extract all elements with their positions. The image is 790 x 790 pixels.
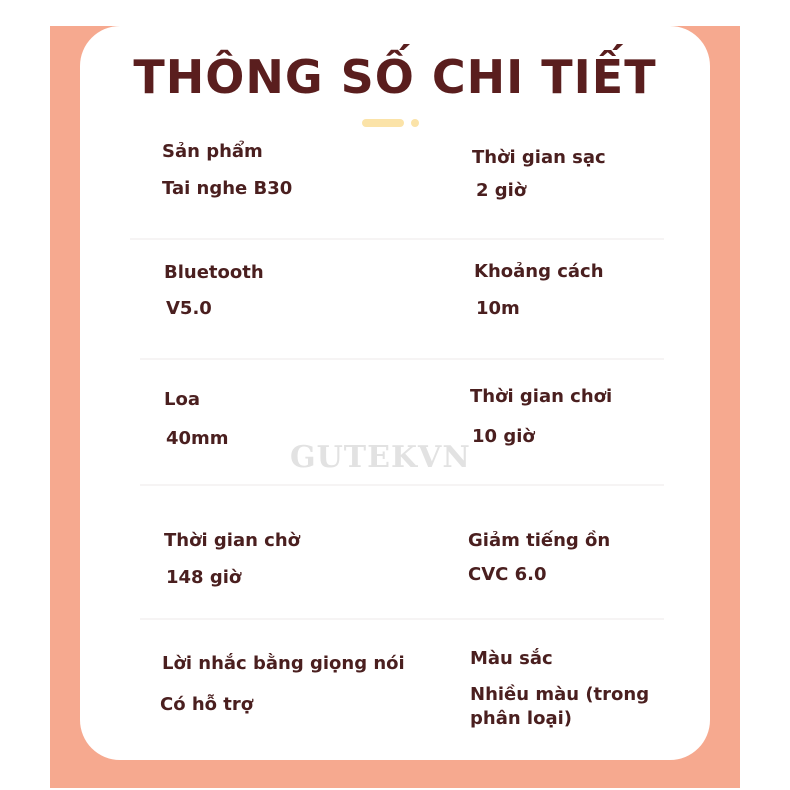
spec-value-color: Nhiều màu (trong phân loại) (470, 684, 650, 729)
spec-label-charge-time: Thời gian sạc (472, 147, 606, 168)
spec-label-color: Màu sắc (470, 648, 553, 669)
spec-label-bluetooth: Bluetooth (164, 262, 264, 283)
spec-value-play-time: 10 giờ (472, 426, 535, 447)
spec-label-voice-prompt: Lời nhắc bằng giọng nói (162, 653, 405, 674)
spec-value-voice-prompt: Có hỗ trợ (160, 694, 254, 715)
spec-value-speaker: 40mm (166, 428, 229, 449)
spec-value-charge-time: 2 giờ (476, 180, 527, 201)
spec-label-speaker: Loa (164, 389, 200, 410)
spec-value-bluetooth: V5.0 (166, 298, 212, 319)
page-title: THÔNG SỐ CHI TIẾT (133, 50, 657, 104)
spec-value-range: 10m (476, 298, 520, 319)
decorative-dot (411, 119, 419, 127)
spec-value-product: Tai nghe B30 (162, 178, 293, 199)
spec-label-range: Khoảng cách (474, 261, 604, 282)
spec-value-noise-cancel: CVC 6.0 (468, 564, 547, 585)
watermark-text: GUTEKVN (290, 440, 471, 475)
row-divider (140, 618, 664, 620)
decorative-bar (362, 119, 404, 127)
row-divider (140, 484, 664, 486)
spec-label-play-time: Thời gian chơi (470, 386, 613, 407)
spec-label-product: Sản phẩm (162, 141, 263, 162)
spec-label-noise-cancel: Giảm tiếng ồn (468, 530, 611, 551)
row-divider (130, 238, 664, 240)
row-divider (140, 358, 664, 360)
spec-value-standby-time: 148 giờ (166, 567, 242, 588)
spec-label-standby-time: Thời gian chờ (164, 530, 301, 551)
